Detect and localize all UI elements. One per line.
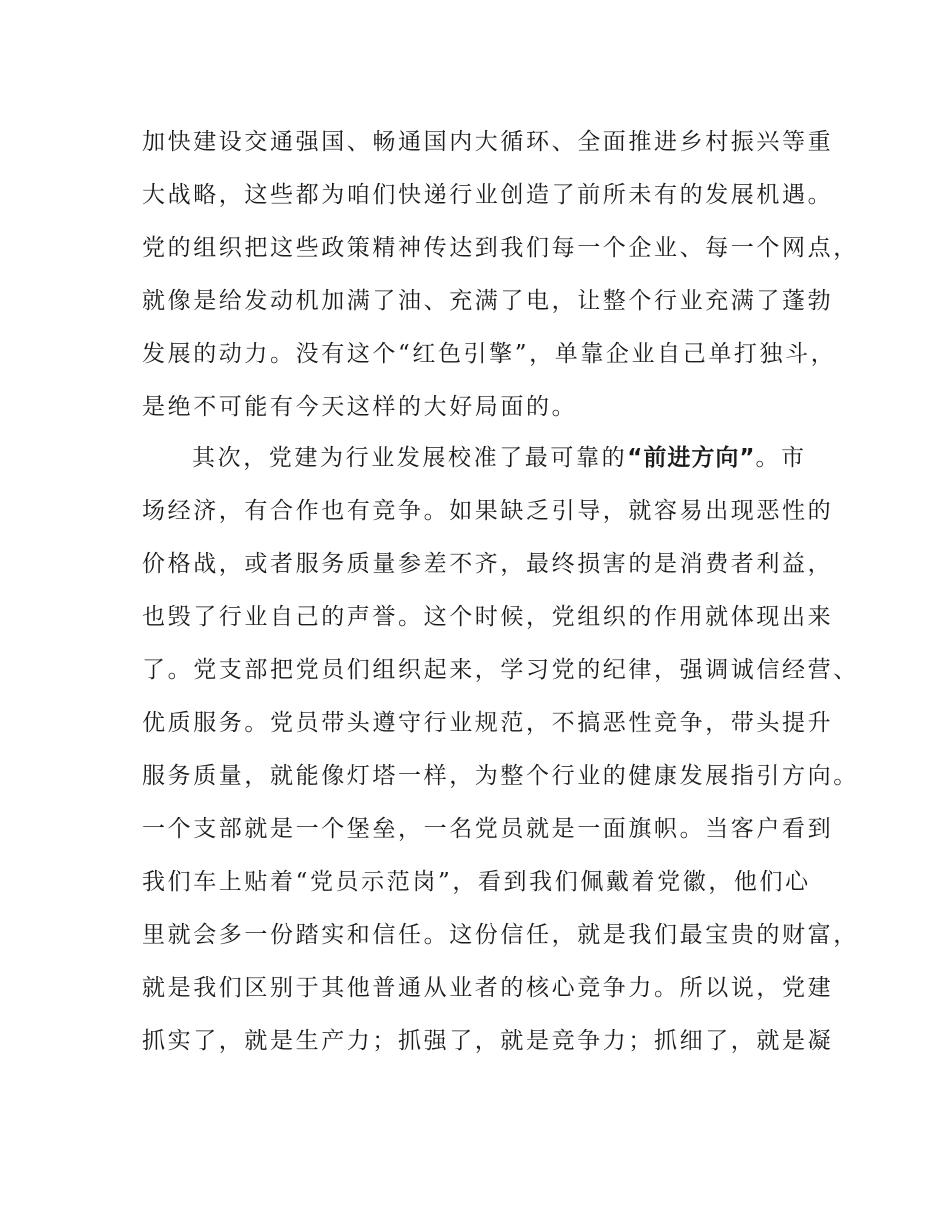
paragraph-line: 也毁了行业自己的声誉。这个时候，党组织的作用就体现出来 (142, 604, 834, 630)
paragraph-line: 我们车上贴着“党员示范岗”，看到我们佩戴着党徽，他们心 (142, 869, 811, 895)
paragraph-first-line (142, 432, 812, 485)
paragraph-line: 场经济，有合作也有竞争。如果缺乏引导，就容易出现恶性的 (142, 498, 834, 524)
paragraph-line: 就是我们区别于其他普通从业者的核心竞争力。所以说，党建 (142, 975, 834, 1001)
paragraph-line: 优质服务。党员带头遵守行业规范，不搞恶性竞争，带头提升 (142, 710, 834, 736)
paragraph-line: 服务质量，就能像灯塔一样，为整个行业的健康发展指引方向。 (142, 763, 859, 789)
paragraph-line: 里就会多一份踏实和信任。这份信任，就是我们最宝贵的财富， (142, 922, 859, 948)
paragraph-line: 了。党支部把党员们组织起来，学习党的纪律，强调诚信经营、 (142, 657, 859, 683)
paragraph-line: 抓实了，就是生产力；抓强了，就是竞争力；抓细了，就是凝 (142, 1028, 834, 1054)
paragraph-line: 大战略，这些都为咱们快递行业创造了前所未有的发展机遇。 (142, 182, 834, 208)
paragraph-line: 加快建设交通强国、畅通国内大循环、全面推进乡村振兴等重 (142, 129, 834, 155)
first-line-tail: 。市 (755, 445, 807, 471)
paragraph-line: 就像是给发动机加满了油、充满了电，让整个行业充满了蓬勃 (142, 288, 834, 314)
paragraph-2 (142, 432, 859, 1068)
paragraph-line: 发展的动力。没有这个“红色引擎”，单靠企业自己单打独斗， (142, 341, 837, 367)
emphasis-phrase: “前进方向” (627, 445, 756, 471)
paragraph-line: 是绝不可能有今天这样的大好局面的。 (142, 394, 578, 420)
paragraph-1 (142, 116, 859, 434)
first-line-text: 其次，党建为行业发展校准了最可靠的 (192, 445, 628, 471)
paragraph-line: 党的组织把这些政策精神传达到我们每一个企业、每一个网点， (142, 235, 859, 261)
paragraph-line: 一个支部就是一个堡垒，一名党员就是一面旗帜。当客户看到 (142, 816, 834, 842)
paragraph-line: 价格战，或者服务质量参差不齐，最终损害的是消费者利益， (142, 551, 834, 577)
